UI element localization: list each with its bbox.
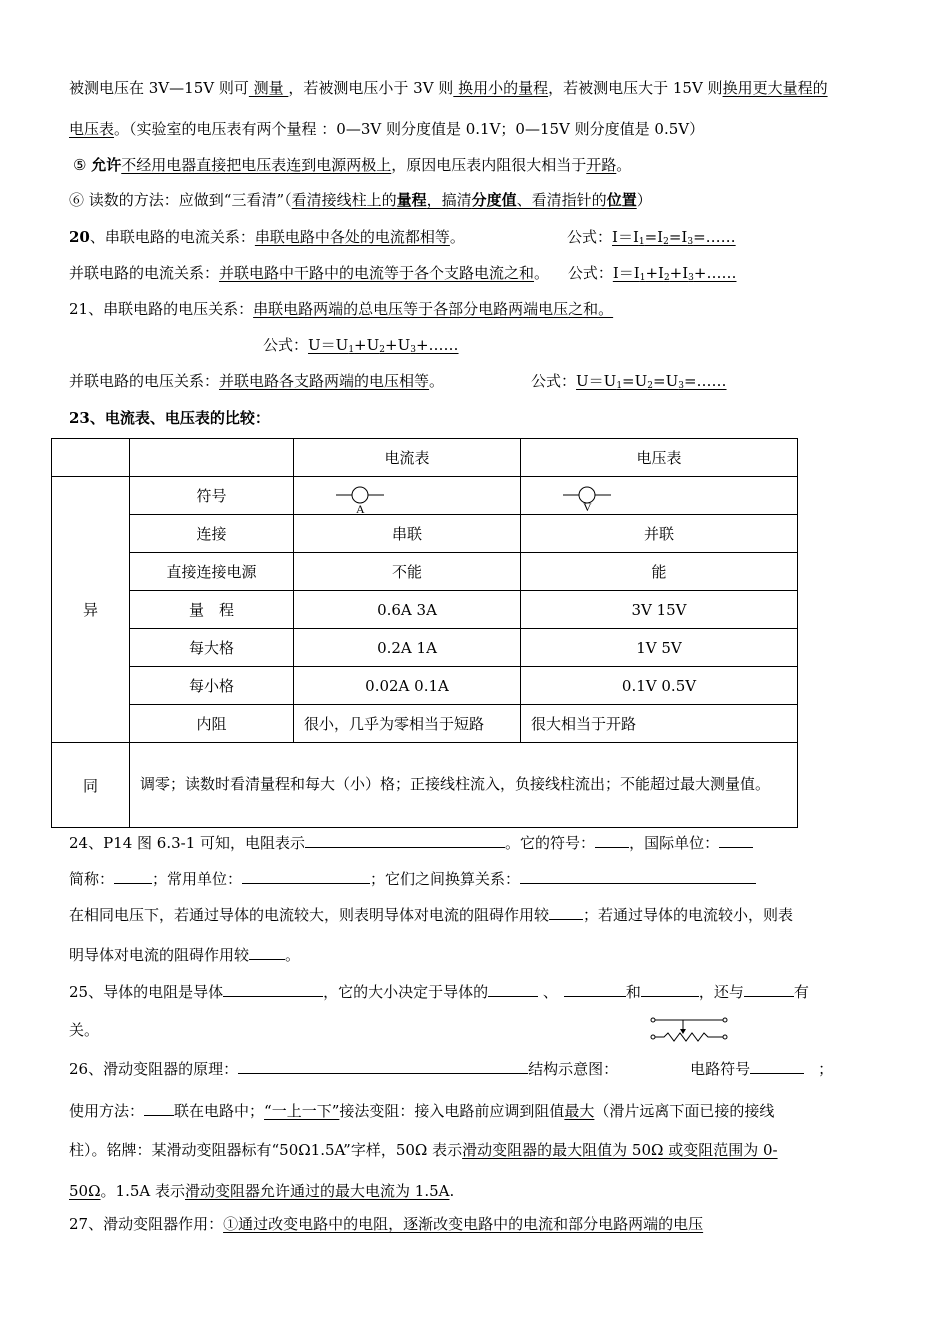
voltmeter-cell: 3V 15V xyxy=(521,591,798,629)
answer-voltmeter: 电压表 xyxy=(69,120,115,138)
blank-abbrev[interactable] xyxy=(114,867,152,884)
q21-series-voltage xyxy=(69,299,613,319)
ammeter-symbol-letter: A xyxy=(356,501,365,515)
text: 、 xyxy=(538,983,558,1001)
answer-measure: 测量 xyxy=(248,79,289,97)
blank-property[interactable] xyxy=(223,980,323,997)
text: ，搞清 xyxy=(426,191,472,209)
answer-parallel-current: 并联电路中干路中的电流等于各个支路电流之和 xyxy=(219,264,535,282)
table-header-row xyxy=(52,439,798,477)
text: . xyxy=(449,1182,455,1200)
attr-cell: 直接连接电源 xyxy=(130,553,294,591)
q27-line xyxy=(69,1214,703,1234)
comparison-table xyxy=(51,438,798,828)
ammeter-cell: 0.6A 3A xyxy=(294,591,521,629)
blank-conversion[interactable] xyxy=(520,867,756,884)
voltmeter-range-line xyxy=(69,78,828,98)
q24-line-1 xyxy=(69,831,753,853)
text: 简称： xyxy=(69,870,115,888)
text: 和 xyxy=(625,983,641,1001)
voltmeter-rule-5 xyxy=(73,155,631,175)
blank-large[interactable] xyxy=(249,943,285,960)
q24-line-4 xyxy=(69,943,300,965)
ammeter-cell: 串联 xyxy=(294,515,521,553)
table-row xyxy=(52,553,798,591)
blank-common-units[interactable] xyxy=(242,867,370,884)
circled-5: ⑤ xyxy=(73,156,87,174)
text: 柱）。铭牌：某滑动变阻器标有“50Ω1.5A”字样，50Ω 表示 xyxy=(69,1141,463,1159)
text: （滑片远离下面已接的接线 xyxy=(594,1102,775,1120)
q24-line-2 xyxy=(69,867,756,889)
same-text: 调零；读数时看清量程和每大（小）格；正接线柱流入，负接线柱流出；不能超过最大测量值。 xyxy=(130,743,798,828)
q23-title: 23、电流表、电压表的比较： xyxy=(69,409,270,427)
text: 、串联电路的电流关系： xyxy=(89,228,255,246)
answer-series-voltage: 串联电路两端的总电压等于各部分电路两端电压之和。 xyxy=(253,300,614,318)
ammeter-symbol-cell xyxy=(294,477,521,515)
text: ；若通过导体的电流较小，则表 xyxy=(583,906,794,924)
answer-one-up-one-down: “一上一下” xyxy=(264,1102,340,1120)
text: 电路符号 xyxy=(690,1060,751,1078)
attr-cell: 连接 xyxy=(130,515,294,553)
blank-factor-1[interactable] xyxy=(488,980,538,997)
formula-parallel-current: $I=I_1+I_2+I_3+\dots\dots$ xyxy=(612,264,737,283)
voltmeter-symbol-cell xyxy=(521,477,798,515)
voltmeter-symbol-icon xyxy=(563,485,613,515)
keyword-allow: 允许 xyxy=(91,156,122,174)
answer-small-range: 换用小的量程 xyxy=(453,79,549,97)
formula-label: 公式： xyxy=(263,336,309,354)
answer-50-ohm: 50Ω xyxy=(69,1182,101,1200)
text: 看清接线柱上的 xyxy=(291,191,397,209)
text: ，原因电压表内阻很大相当于 xyxy=(391,156,587,174)
text: 被测电压在 3V—15V 则可 xyxy=(69,79,249,97)
voltmeter-cell: 并联 xyxy=(521,515,798,553)
text: 。1.5A 表示 xyxy=(100,1182,185,1200)
formula-label: 公式： xyxy=(567,228,613,246)
attr-cell: 内阻 xyxy=(130,705,294,743)
voltmeter-cell: 1V 5V xyxy=(521,629,798,667)
q21-parallel-voltage xyxy=(69,371,444,391)
same-label: 同 xyxy=(52,743,130,828)
answer-max-current: 滑动变阻器允许通过的最大电流为 1.5A xyxy=(185,1182,450,1200)
answer-large-range: 换用更大量程的 xyxy=(722,79,828,97)
formula-label: 公式： xyxy=(567,264,613,282)
q26-line-2 xyxy=(69,1099,774,1121)
table-row xyxy=(52,705,798,743)
text: 。 xyxy=(616,156,632,174)
keyword-division: 分度值 xyxy=(471,191,517,209)
answer-open-circuit: 开路 xyxy=(586,156,617,174)
voltmeter-rule-6 xyxy=(69,190,652,210)
text: 。 xyxy=(429,372,445,390)
text: ，还与 xyxy=(698,983,744,1001)
table-row xyxy=(52,629,798,667)
text: 。 xyxy=(285,946,301,964)
table-row xyxy=(52,667,798,705)
blank-factor-4[interactable] xyxy=(744,980,794,997)
attr-cell: 每小格 xyxy=(130,667,294,705)
diff-label: 异 xyxy=(52,477,130,743)
blank-factor-2[interactable] xyxy=(564,980,626,997)
text: ；常用单位： xyxy=(152,870,243,888)
text: 在相同电压下，若通过导体的电流较大，则表明导体对电流的阻碍作用较 xyxy=(69,906,550,924)
blank-factor-3[interactable] xyxy=(641,980,699,997)
header-cell xyxy=(130,439,294,477)
answer-maximum: 最大 xyxy=(564,1102,595,1120)
header-ammeter: 电流表 xyxy=(294,439,521,477)
keyword-range: 量程 xyxy=(396,191,427,209)
question-number: 20 xyxy=(69,228,90,246)
attr-cell: 量 程 xyxy=(130,591,294,629)
text: 。 xyxy=(449,228,465,246)
blank-resistance-meaning[interactable] xyxy=(305,831,505,848)
text: ，它的大小决定于导体的 xyxy=(323,983,489,1001)
text: 结构示意图： xyxy=(528,1060,619,1078)
blank-principle[interactable] xyxy=(238,1057,528,1074)
attr-cell: 每大格 xyxy=(130,629,294,667)
q26-line-4 xyxy=(69,1181,454,1201)
answer-parallel-voltage: 并联电路各支路两端的电压相等 xyxy=(219,372,430,390)
blank-small[interactable] xyxy=(549,903,583,920)
blank-si-unit[interactable] xyxy=(719,831,753,848)
keyword-position: 位置 xyxy=(606,191,637,209)
q26-line-1 xyxy=(69,1057,833,1079)
rheostat-structure-icon xyxy=(650,1015,730,1047)
answer-rheostat-function: ①通过改变电路中的电阻，逐渐改变电路中的电流和部分电路两端的电压 xyxy=(223,1215,704,1233)
blank-symbol[interactable] xyxy=(595,831,629,848)
text: 、看清指针的 xyxy=(516,191,607,209)
header-cell xyxy=(52,439,130,477)
ammeter-cell: 0.2A 1A xyxy=(294,629,521,667)
answer-connect-directly: 不经用电器直接把电压表连到电源两极上 xyxy=(121,156,392,174)
ammeter-cell: 很小，几乎为零相当于短路 xyxy=(294,705,521,743)
text: 使用方法： xyxy=(69,1102,145,1120)
ammeter-symbol-icon xyxy=(336,485,386,515)
text: ，国际单位： xyxy=(629,834,720,852)
answer-series-current: 串联电路中各处的电流都相等 xyxy=(254,228,450,246)
text: 26、滑动变阻器的原理： xyxy=(69,1060,239,1078)
table-row-same xyxy=(52,743,798,828)
text: ； xyxy=(818,1060,834,1078)
q21-formula xyxy=(263,335,459,360)
text: ；它们之间换算关系： xyxy=(370,870,521,888)
text: 。（实验室的电压表有两个量程 ：0—3V 则分度值是 0.1V；0—15V 则分度值是 0.5V） xyxy=(114,120,705,138)
text: 有 xyxy=(793,983,809,1001)
table-row xyxy=(52,515,798,553)
text: ，若被测电压小于 3V 则 xyxy=(288,79,454,97)
text: 21、串联电路的电压关系： xyxy=(69,300,254,318)
voltmeter-cell: 很大相当于开路 xyxy=(521,705,798,743)
formula-label: 公式： xyxy=(531,372,577,390)
table-row xyxy=(52,477,798,515)
text: 。 xyxy=(534,264,550,282)
header-voltmeter: 电压表 xyxy=(521,439,798,477)
text: 24、P14 图 6.3-1 可知，电阻表示 xyxy=(69,834,306,852)
answer-max-resistance: 滑动变阻器的最大阻值为 50Ω 或变阻范围为 0- xyxy=(462,1141,778,1159)
q25-line-2: 关。 xyxy=(69,1021,100,1039)
text: 接法变阻：接入电路前应调到阻值 xyxy=(339,1102,565,1120)
q20-parallel-current xyxy=(69,263,736,288)
voltmeter-cell: 0.1V 0.5V xyxy=(521,667,798,705)
q26-line-3 xyxy=(69,1140,778,1160)
text: ，若被测电压大于 15V 则 xyxy=(548,79,723,97)
ammeter-cell: 不能 xyxy=(294,553,521,591)
blank-series[interactable] xyxy=(144,1099,174,1116)
text: 25、导体的电阻是导体 xyxy=(69,983,224,1001)
voltmeter-symbol-letter: V xyxy=(583,499,592,514)
formula-series-current: $I=I_1=I_2=I_3=\dots\dots$ xyxy=(612,228,736,247)
text: 并联电路的电流关系： xyxy=(69,264,220,282)
attr-cell: 符号 xyxy=(130,477,294,515)
voltmeter-range-line-2 xyxy=(69,119,704,139)
text: 联在电路中； xyxy=(174,1102,265,1120)
text: 明导体对电流的阻碍作用较 xyxy=(69,946,250,964)
formula-parallel-voltage: $U=U_1=U_2=U_3=\dots\dots$ xyxy=(576,372,727,391)
voltmeter-cell: 能 xyxy=(521,553,798,591)
ammeter-cell: 0.02A 0.1A xyxy=(294,667,521,705)
text: 27、滑动变阻器作用： xyxy=(69,1215,224,1233)
q25-line-1 xyxy=(69,980,809,1002)
text: ⑥ 读数的方法：应做到“三看清”（ xyxy=(69,191,292,209)
q20-series-current xyxy=(69,227,465,247)
text: 并联电路的电压关系： xyxy=(69,372,220,390)
q21-parallel-formula xyxy=(531,371,727,396)
q20-formula xyxy=(567,227,736,252)
text: 。它的符号： xyxy=(505,834,596,852)
blank-circuit-symbol[interactable] xyxy=(750,1057,804,1074)
table-row xyxy=(52,591,798,629)
formula-series-voltage: $U=U_1+U_2+U_3+\dots\dots$ xyxy=(308,336,459,355)
q24-line-3 xyxy=(69,903,793,925)
text: ） xyxy=(636,191,652,209)
